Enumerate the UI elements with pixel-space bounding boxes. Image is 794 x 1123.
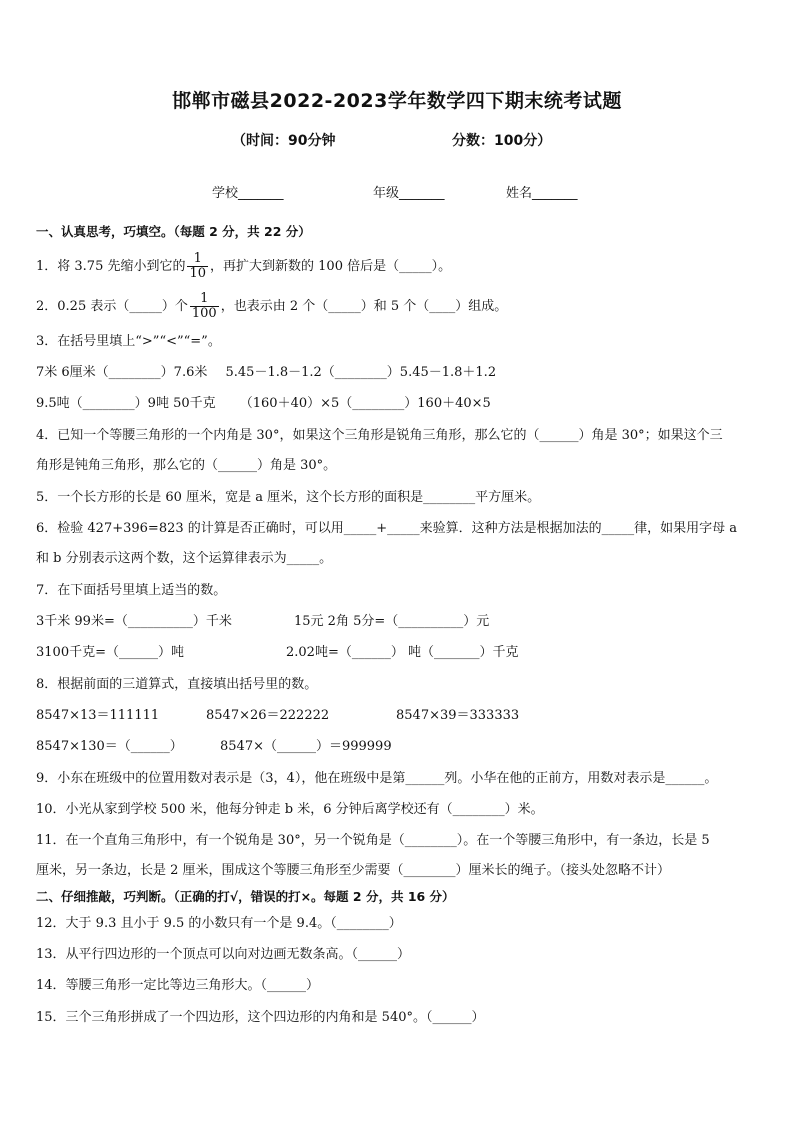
question-1-text-a: 1．将 3.75 先缩小到它的 xyxy=(36,259,186,274)
exam-time: （时间：90分钟 xyxy=(232,133,336,149)
fraction-1-10 xyxy=(187,252,208,281)
question-5: 5．一个长方形的长是 60 厘米，宽是 a 厘米，这个长方形的面积是________平方厘米。 xyxy=(36,490,541,505)
question-7-item-3: 3100千克=（______）吨 xyxy=(36,645,184,660)
question-8-item-2: 8547×26＝222222 xyxy=(206,708,330,723)
question-12: 12．大于 9.3 且小于 9.5 的小数只有一个是 9.4。（________） xyxy=(36,916,402,931)
question-8: 8．根据前面的三道算式，直接填出括号里的数。 xyxy=(36,677,318,692)
question-8-row-1 xyxy=(36,706,764,726)
question-4-line-1: 4．已知一个等腰三角形的一个内角是 30°，如果这个三角形是锐角三角形，那么它的（______）角是 30°；如果这个三 xyxy=(36,428,723,443)
name-field[interactable]: 姓名_______ xyxy=(506,186,578,201)
question-7-item-2: 15元 2角 5分=（__________）元 xyxy=(294,614,490,629)
question-8-row-2 xyxy=(36,737,764,757)
section-2-heading: 二、仔细推敲，巧判断。（正确的打√，错误的打×。每题 2 分，共 16 分） xyxy=(36,889,455,904)
question-13: 13．从平行四边形的一个顶点可以向对边画无数条高。（______） xyxy=(36,947,411,962)
question-10: 10．小光从家到学校 500 米，他每分钟走 b 米，6 分钟后离学校还有（________）米。 xyxy=(36,802,544,817)
question-6-line-2: 和 b 分别表示这两个数，这个运算律表示为_____。 xyxy=(36,551,333,566)
exam-score: 分数：100分） xyxy=(452,133,552,149)
fraction-1-100 xyxy=(190,292,219,321)
fraction-numerator: 1 xyxy=(190,292,219,307)
question-8-item-1: 8547×13＝111111 xyxy=(36,708,160,723)
question-1 xyxy=(36,252,764,281)
question-2 xyxy=(36,292,764,321)
question-7-item-4: 2.02吨=（______） 吨（_______）千克 xyxy=(286,645,519,660)
question-8-item-4: 8547×130＝（______） xyxy=(36,739,183,754)
question-2-text-a: 2．0.25 表示（_____）个 xyxy=(36,299,188,314)
question-8-item-3: 8547×39＝333333 xyxy=(396,708,520,723)
question-15: 15．三个三角形拼成了一个四边形，这个四边形的内角和是 540°。（______） xyxy=(36,1010,485,1025)
question-11-line-2: 厘米，另一条边，长是 2 厘米，围成这个等腰三角形至少需要（________）厘米长的绳子。（接头处忽略不计） xyxy=(36,863,671,878)
question-7-item-1: 3千米 99米=（__________）千米 xyxy=(36,614,232,629)
question-11-line-1: 11．在一个直角三角形中，有一个锐角是 30°，另一个锐角是（________）。在一个等腰三角形中，有一条边，长是 5 xyxy=(36,833,710,848)
question-3-row-1 xyxy=(36,363,764,383)
fraction-numerator: 1 xyxy=(187,252,208,267)
question-3-item-2: 5.45－1.8－1.2（________）5.45－1.8＋1.2 xyxy=(225,365,497,380)
school-field[interactable]: 学校_______ xyxy=(212,186,284,201)
question-6-line-1: 6．检验 427+396=823 的计算是否正确时，可以用_____+_____来验算．这种方法是根据加法的_____律，如果用字母 a xyxy=(36,521,738,536)
section-1-heading: 一、认真思考，巧填空。（每题 2 分，共 22 分） xyxy=(36,224,311,239)
question-1-text-b: ，再扩大到新数的 100 倍后是（_____）。 xyxy=(210,259,452,274)
question-9: 9．小东在班级中的位置用数对表示是（3，4），他在班级中是第______列。小华在他的正前方，用数对表示是______。 xyxy=(36,771,718,786)
fraction-denominator: 100 xyxy=(191,306,217,321)
question-3-item-3: 9.5吨（________）9吨 50千克 xyxy=(36,396,216,411)
question-7-row-2 xyxy=(36,643,764,663)
question-7-row-1 xyxy=(36,612,764,632)
question-3: 3．在括号里填上“>”“<”“=”。 xyxy=(36,334,221,349)
question-3-item-4: （160＋40）×5（________）160＋40×5 xyxy=(239,396,491,411)
question-14: 14．等腰三角形一定比等边三角形大。（______） xyxy=(36,978,320,993)
question-3-item-1: 7米 6厘米（________）7.6米 xyxy=(36,365,208,380)
question-8-item-5: 8547×（______）＝999999 xyxy=(220,739,392,754)
page-title: 邯郸市磁县2022-2023学年数学四下期末统考试题 xyxy=(172,90,622,112)
question-2-text-b: ，也表示由 2 个（_____）和 5 个（____）组成。 xyxy=(220,299,508,314)
grade-field[interactable]: 年级_______ xyxy=(373,186,445,201)
question-7: 7．在下面括号里填上适当的数。 xyxy=(36,583,227,598)
question-4-line-2: 角形是钝角三角形，那么它的（______）角是 30°。 xyxy=(36,458,337,473)
question-3-row-2 xyxy=(36,394,764,414)
fraction-denominator: 10 xyxy=(189,266,207,281)
